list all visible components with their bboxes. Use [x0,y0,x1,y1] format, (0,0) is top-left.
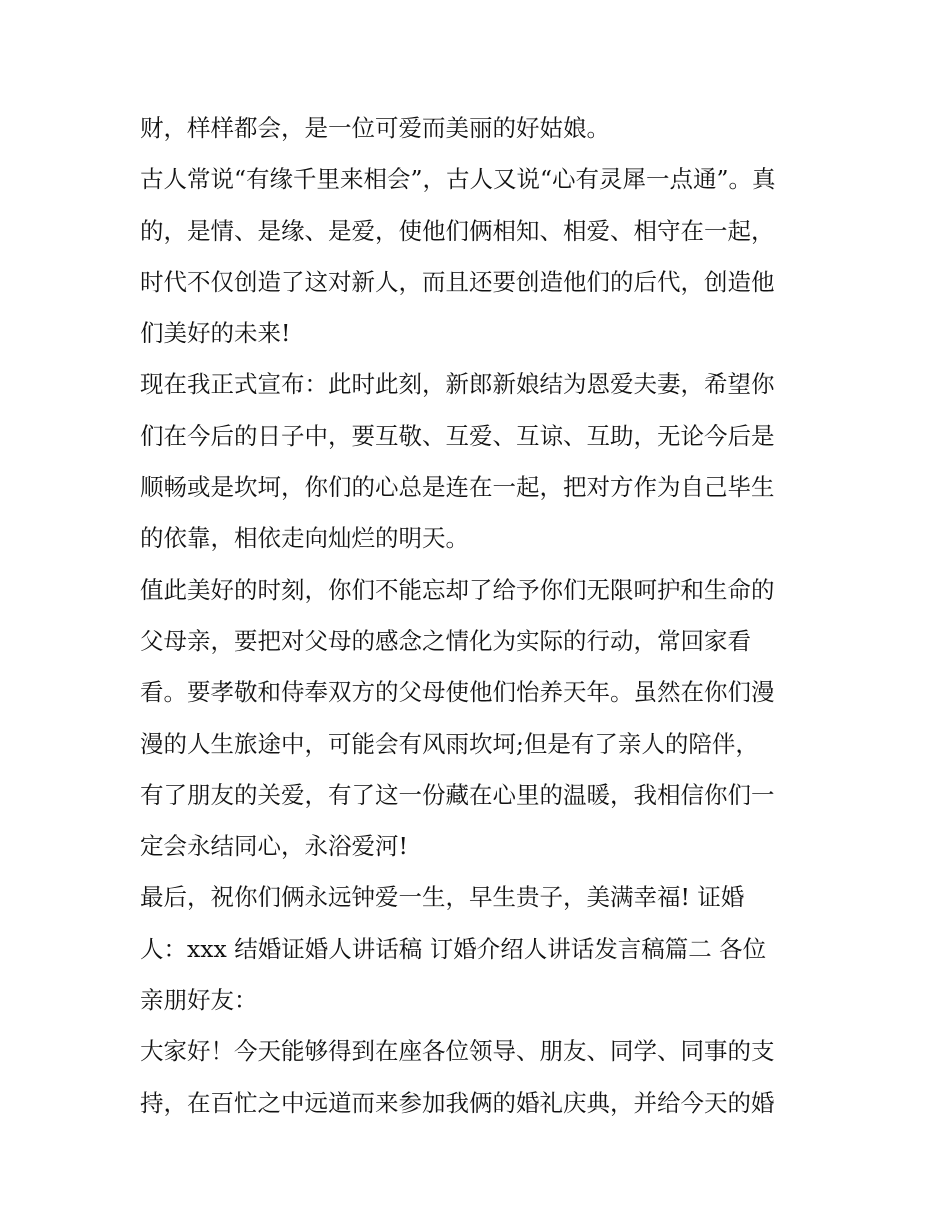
text-line: 最后，祝你们俩永远钟爱一生，早生贵子，美满幸福! 证婚 [140,883,745,912]
text-line: 有了朋友的关爱，有了这一份藏在心里的温暖，我相信你们一 [140,780,775,809]
text-line: 值此美好的时刻，你们不能忘却了给予你们无限呵护和生命的 [140,575,775,604]
text-line: 定会永结同心，永浴爱河! [140,832,408,861]
text-line: 的，是情、是缘、是爱，使他们俩相知、相爱、相守在一起， [140,216,775,245]
document-body [140,103,820,1129]
text-line: 人：xxx 结婚证婚人讲话稿 订婚介绍人讲话发言稿篇二 各位 [140,934,767,963]
text-line: 们在今后的日子中，要互敬、互爱、互谅、互助，无论今后是 [140,421,775,450]
text-line: 财，样样都会，是一位可爱而美丽的好姑娘。 [140,114,610,142]
text-line: 们美好的未来! [140,319,291,348]
text-line: 古人常说“有缘千里来相会”，古人又说“心有灵犀一点通”。真 [140,165,776,194]
text-line: 时代不仅创造了这对新人，而且还要创造他们的后代，创造他 [140,267,775,296]
text-line: 父母亲，要把对父母的感念之情化为实际的行动，常回家看 [140,626,751,655]
text-line: 现在我正式宣布：此时此刻，新郎新娘结为恩爱夫妻，希望你 [140,370,775,399]
text-line: 亲朋好友： [140,986,258,1015]
text-line: 持，在百忙之中远道而来参加我俩的婚礼庆典，并给今天的婚 [140,1088,775,1117]
text-line: 看。要孝敬和侍奉双方的父母使他们怡养天年。虽然在你们漫 [140,678,775,707]
text-line: 的依靠，相依走向灿烂的明天。 [140,524,469,553]
text-line: 大家好！今天能够得到在座各位领导、朋友、同学、同事的支 [140,1037,775,1066]
text-line: 顺畅或是坎坷，你们的心总是连在一起，把对方作为自己毕生 [140,473,775,502]
text-line: 漫的人生旅途中，可能会有风雨坎坷;但是有了亲人的陪伴， [140,729,759,758]
